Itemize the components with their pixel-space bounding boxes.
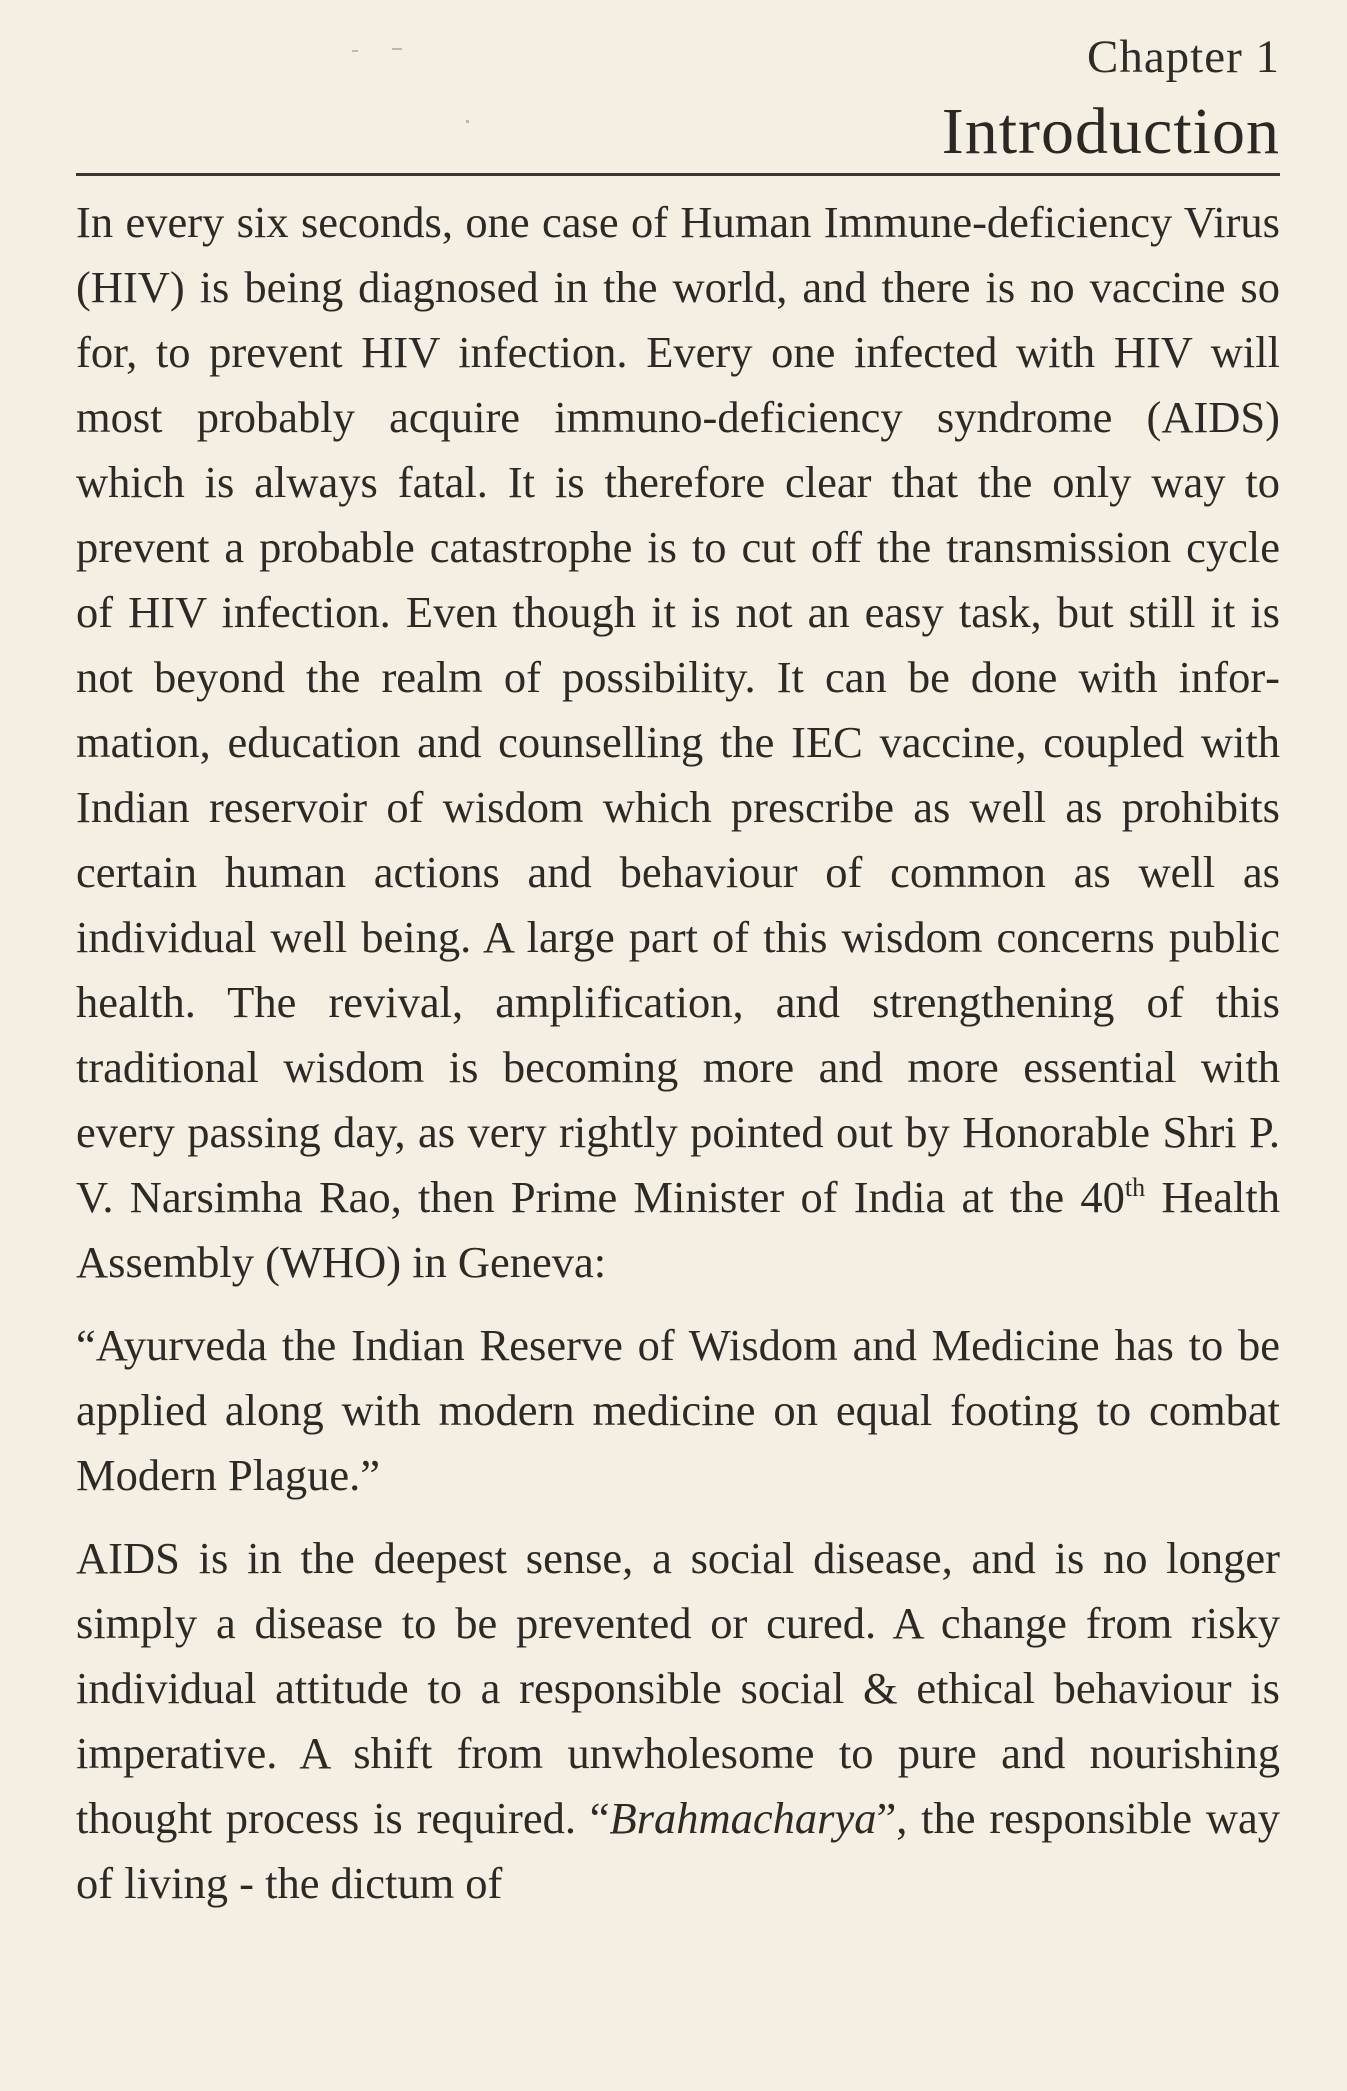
italic-term-brahmacharya: Brahmacharya: [609, 1793, 877, 1843]
header-divider: [76, 173, 1280, 176]
chapter-title: Introduction: [941, 95, 1280, 168]
paragraph-aids-text-end: ”, the responsible way of living - the dictum of: [76, 1793, 1280, 1908]
paragraph-intro: [76, 190, 1280, 1295]
paragraph-intro-text-end: Health Assembly (WHO) in Geneva:: [76, 1172, 1280, 1287]
book-page: [76, 0, 1280, 2091]
paragraph-aids-text: AIDS is in the deepest sense, a social disease, and is no longer simply a disease to be prevented or cured. A change from risky individual attitude to a responsible social & ethical behaviour is imperative. A shift from unwholesome to pure and nourishing thought process is required. “: [76, 1533, 1280, 1843]
chapter-header: [942, 22, 1280, 172]
paragraph-quote: “Ayurveda the Indian Reserve of Wisdom and Medicine has to be applied along with modern medicine on equal footing to combat Modern Plague.”: [76, 1320, 1280, 1500]
paragraph-aids-social: [76, 1526, 1280, 1916]
chapter-label: Chapter 1: [1086, 31, 1280, 83]
body-text: [76, 190, 1280, 1916]
paragraph-intro-text: In every six seconds, one case of Human Immune-deficiency Virus (HIV) is being diagnosed in the world, and there is no vaccine so for, to prevent HIV infection. Every one infected with HIV will most probably acquire immuno-deficiency syndrome (AIDS) which is always fatal. It is therefore clear that the only way to prevent a probable catastrophe is to cut off the transmission cycle of HIV infection. Even though it is not an easy task, but still it is not beyond the realm of possibility. It can be done with information, education and counselling the IEC vaccine, coupled with Indian reservoir of wisdom which prescribe as well as prohibits certain human actions and behaviour of common as well as individual well being. A large part of this wisdom concerns public health. The revival, amplification, and strengthening of this traditional wisdom is becoming more and more essential with every passing day, as very rightly pointed out by Honorable Shri P. V. Narsimha Rao, then Prime Minister of India at the 40: [76, 197, 1280, 1222]
ordinal-superscript: th: [1124, 1173, 1146, 1203]
